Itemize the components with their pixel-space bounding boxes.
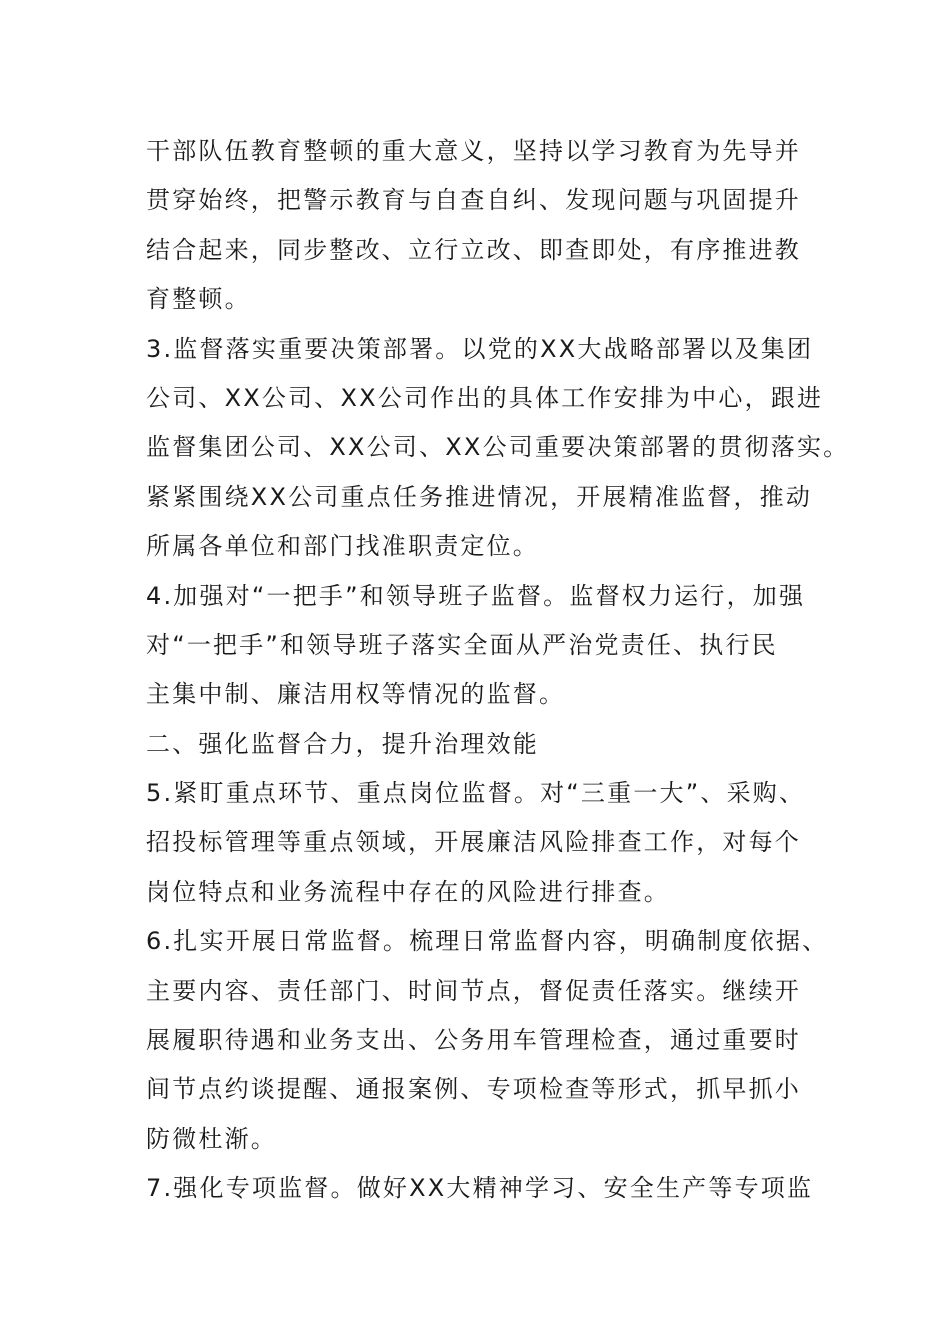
- text-line: 防微杜渐。: [146, 1124, 277, 1153]
- text-line: 间节点约谈提醒、通报案例、专项检查等形式，抓早抓小: [146, 1075, 801, 1104]
- document-body: [146, 127, 850, 1214]
- text-line: 展履职待遇和业务支出、公务用车管理检查，通过重要时: [146, 1026, 801, 1055]
- text-line: 公司、XX公司、XX公司作出的具体工作安排为中心，跟进: [146, 383, 824, 412]
- text-line: 贯穿始终，把警示教育与自查自纠、发现问题与巩固提升: [146, 186, 801, 215]
- text-line: 招投标管理等重点领域，开展廉洁风险排查工作，对每个: [146, 828, 801, 857]
- text-line: 3.监督落实重要决策部署。以党的XX大战略部署以及集团: [146, 334, 814, 363]
- text-line: 7.强化专项监督。做好XX大精神学习、安全生产等专项监: [146, 1174, 814, 1203]
- text-line: 4.加强对“一把手”和领导班子监督。监督权力运行，加强: [146, 581, 806, 610]
- text-line: 育整顿。: [146, 285, 251, 314]
- text-line: 6.扎实开展日常监督。梳理日常监督内容，明确制度依据、: [146, 927, 829, 956]
- text-line: 岗位特点和业务流程中存在的风险进行排查。: [146, 877, 670, 906]
- text-line: 主要内容、责任部门、时间节点，督促责任落实。继续开: [146, 976, 801, 1005]
- text-line: 监督集团公司、XX公司、XX公司重要决策部署的贯彻落实。: [146, 433, 850, 462]
- text-line: 干部队伍教育整顿的重大意义，坚持以学习教育为先导并: [146, 137, 801, 165]
- text-line: 5.紧盯重点环节、重点岗位监督。对“三重一大”、采购、: [146, 779, 806, 808]
- text-line: 结合起来，同步整改、立行立改、即查即处，有序推进教: [146, 235, 801, 264]
- text-line: 主集中制、廉洁用权等情况的监督。: [146, 680, 566, 709]
- text-line: 紧紧围绕XX公司重点任务推进情况，开展精准监督，推动: [146, 482, 813, 511]
- section-heading: 二、强化监督合力，提升治理效能: [146, 729, 539, 758]
- text-line: 对“一把手”和领导班子落实全面从严治党责任、执行民: [146, 630, 778, 659]
- text-line: 所属各单位和部门找准职责定位。: [146, 532, 539, 561]
